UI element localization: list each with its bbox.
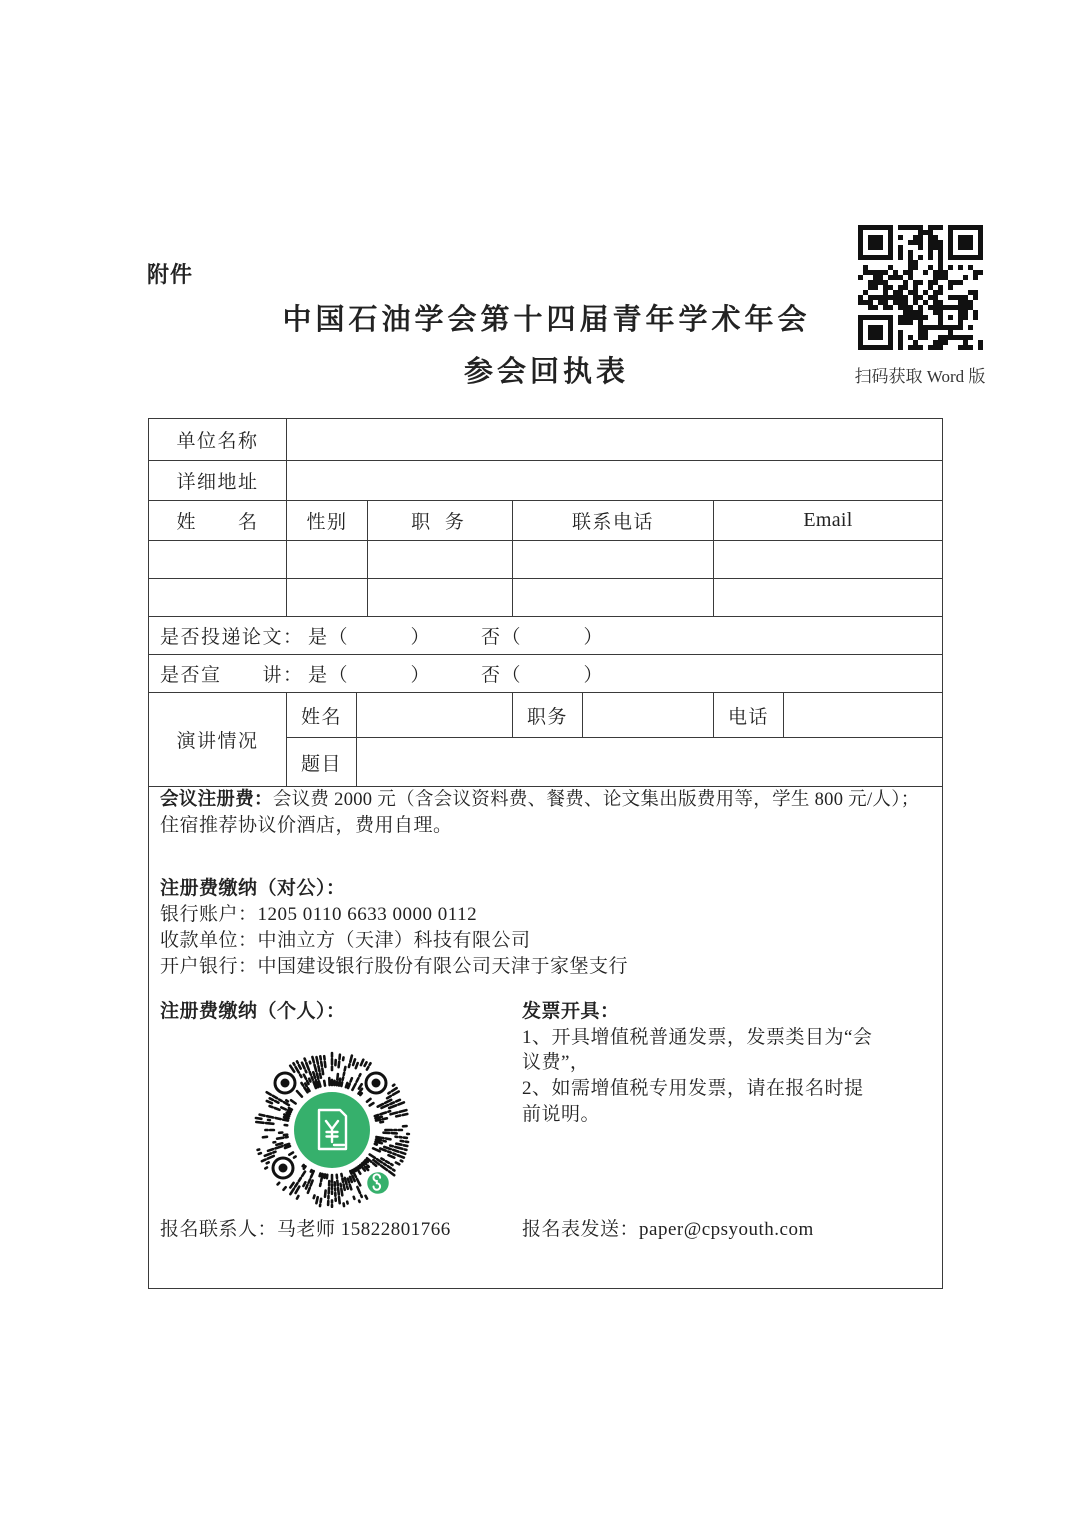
- attendee-2-phone-cell: [512, 578, 714, 617]
- speech-topic-value-cell: [356, 737, 943, 787]
- speech-topic-label: 题目: [286, 737, 357, 787]
- speech-position-label: 职务: [512, 692, 583, 738]
- registration-fee-line: [160, 787, 920, 813]
- payee-name: 中油立方（天津）科技有限公司: [257, 930, 531, 951]
- presentation-row: [148, 654, 943, 693]
- email-address: paper@cpsyouth.com: [639, 1219, 814, 1240]
- page-title: 中国石油学会第十四届青年学术年会: [282, 304, 811, 336]
- qr-caption: 扫码获取 Word 版: [854, 367, 986, 386]
- speech-phone-value-cell: [783, 692, 943, 738]
- contact-line: [160, 1217, 451, 1243]
- payee-line: [160, 928, 531, 954]
- bank-account-line: [160, 902, 477, 928]
- fees-payment-section: [148, 786, 943, 1289]
- presentation-label: 是否宣 讲：: [160, 665, 304, 686]
- mini-code-eye-bottom-left-dot: [279, 1164, 288, 1173]
- personal-payment-title: 注册费缴纳（个人）：: [160, 1001, 346, 1022]
- address-value-cell: [286, 460, 943, 501]
- attendee-1-gender-cell: [286, 540, 368, 579]
- bank-label: 开户银行：: [160, 956, 258, 977]
- paper-submission-label: 是否投递论文：: [160, 627, 304, 648]
- paper-submission-no: 否（ ）: [481, 627, 605, 648]
- presentation-no: 否（ ）: [481, 665, 605, 686]
- word-version-qr-code: [858, 225, 983, 350]
- invoice-title: 发票开具：: [522, 1001, 620, 1022]
- header-email: Email: [713, 500, 943, 541]
- email-submission-label: 报名表发送：: [522, 1219, 640, 1240]
- speech-phone-label: 电话: [713, 692, 784, 738]
- attendee-1-name-cell: [148, 540, 287, 579]
- attendee-2-email-cell: [713, 578, 943, 617]
- paper-submission-yes: 是（ ）: [308, 627, 432, 648]
- page-subtitle: 参会回执表: [463, 356, 629, 388]
- invoice-line-4: 前说明。: [522, 1104, 601, 1125]
- email-submission-line: [522, 1217, 814, 1243]
- contact-label: 报名联系人：: [160, 1219, 278, 1240]
- bank-account-label: 银行账户：: [160, 904, 258, 925]
- header-name: 姓 名: [148, 500, 287, 541]
- invoice-line-2: 议费”，: [522, 1052, 590, 1073]
- payment-mini-program-code: [252, 1050, 412, 1210]
- attendee-1-email-cell: [713, 540, 943, 579]
- contact-value: 马老师 15822801766: [277, 1219, 451, 1240]
- header-gender: 性别: [286, 500, 368, 541]
- presentation-yes: 是（ ）: [308, 665, 432, 686]
- payee-label: 收款单位：: [160, 930, 258, 951]
- registration-fee-text: 会议费 2000 元（含会议资料费、餐费、论文集出版费用等，学生 800 元/人）；: [272, 790, 920, 810]
- accommodation-text: 住宿推荐协议价酒店，费用自理。: [160, 815, 453, 836]
- registration-fee-label: 会议注册费：: [160, 790, 273, 810]
- header-position: 职 务: [367, 500, 513, 541]
- mini-code-eye-top-left-dot: [281, 1079, 290, 1088]
- attendee-2-gender-cell: [286, 578, 368, 617]
- address-label: 详细地址: [148, 460, 287, 501]
- invoice-line-3: 2、如需增值税专用发票，请在报名时提: [522, 1078, 864, 1099]
- unit-name-label: 单位名称: [148, 418, 287, 461]
- attachment-label: 附件: [147, 262, 194, 287]
- bank-account-number: 1205 0110 6633 0000 0112: [257, 904, 478, 925]
- invoice-line-1: 1、开具增值税普通发票，发票类目为“会: [522, 1027, 873, 1048]
- paper-submission-row: [148, 616, 943, 655]
- attendee-1-position-cell: [367, 540, 513, 579]
- bank-line: [160, 954, 628, 980]
- bank-name: 中国建设银行股份有限公司天津于家堡支行: [257, 956, 629, 977]
- speech-name-label: 姓名: [286, 692, 357, 738]
- header-phone: 联系电话: [512, 500, 714, 541]
- speech-details-label: 演讲情况: [148, 692, 287, 787]
- attendee-2-position-cell: [367, 578, 513, 617]
- speech-name-value-cell: [356, 692, 513, 738]
- speech-position-value-cell: [582, 692, 714, 738]
- attendee-1-phone-cell: [512, 540, 714, 579]
- mini-code-eye-top-right-dot: [372, 1079, 381, 1088]
- unit-name-value-cell: [286, 418, 943, 461]
- corporate-payment-title: 注册费缴纳（对公）：: [160, 878, 346, 899]
- attendee-2-name-cell: [148, 578, 287, 617]
